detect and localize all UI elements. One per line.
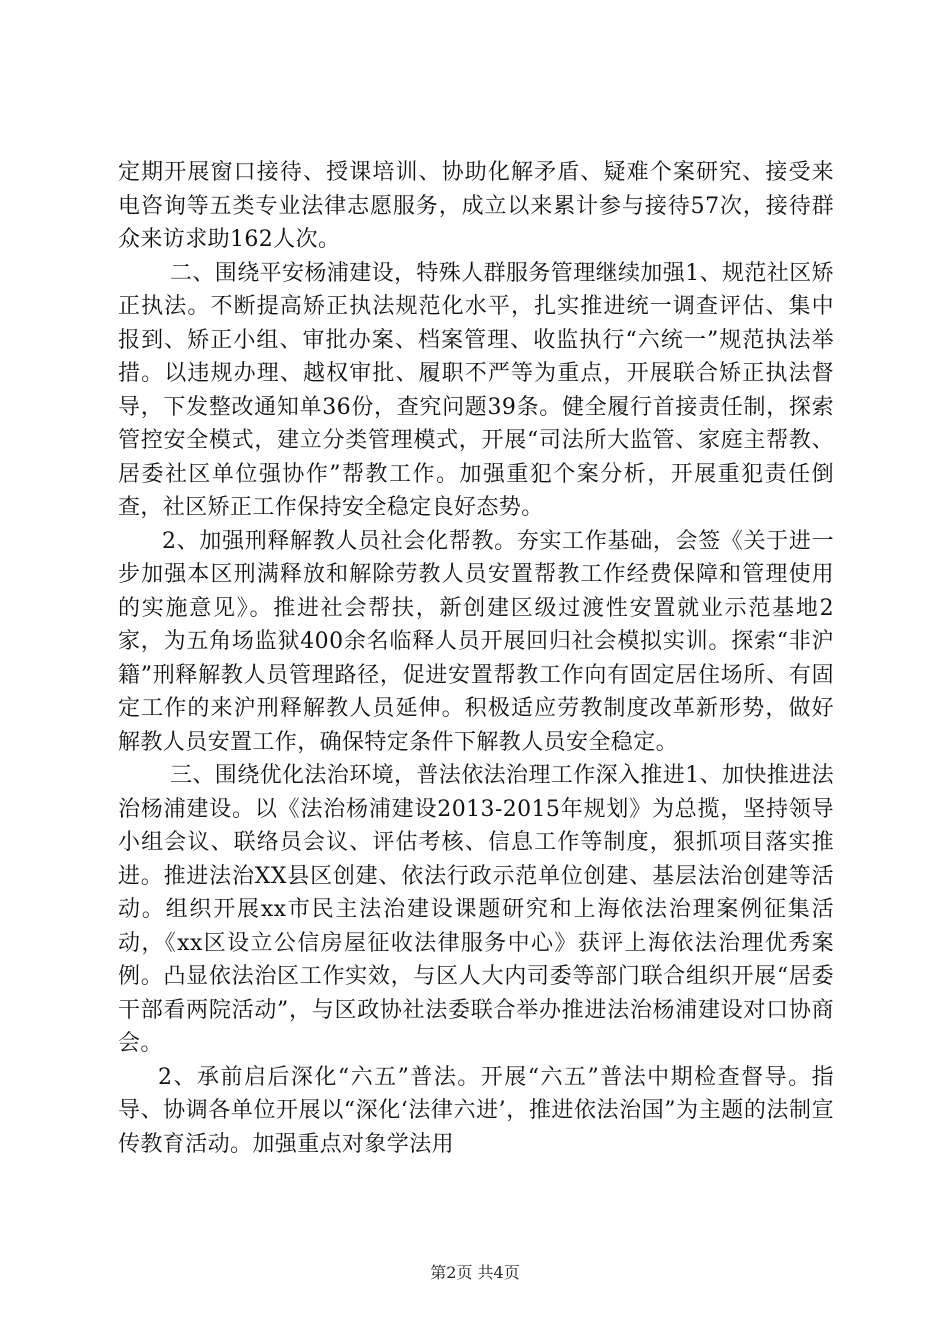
paragraph-released-prisoner-assistance: 2、加强刑释解教人员社会化帮教。夯实工作基础，会签《关于进一步加强本区刑满释放和解除劳教人员安置帮教工作经费保障和管理使用的实施意见》。推进社会帮扶，新创建区级过渡性安置就业示范基地2家，为五角场监狱400余名临释人员开展回归社会模拟实训。探索“非沪籍”刑释解教人员管理路径，促进安置帮教工作向有固定居住场所、有固定工作的来沪刑释解教人员延伸。积极适应劳教制度改革新形势，做好解教人员安置工作，确保特定条件下解教人员安全稳定。 — [118, 528, 834, 755]
paragraph-section-three-rule-of-law: 三、围绕优化法治环境，普法依法治理工作深入推进1、加快推进法治杨浦建设。以《法治杨浦建设2013-2015年规划》为总揽，坚持领导小组会议、联络员会议、评估考核、信息工作等制度，狠抓项目落实推进。推进法治XX县区创建、依法行政示范单位创建、基层法治创建等活动。组织开展xx市民主法治建设课题研究和上海依法治理案例征集活动，《xx区设立公信房屋征收法律服务中心》获评上海依法治理优秀案例。凸显依法治区工作实效，与区人大内司委等部门联合组织开展“居委干部看两院活动”，与区政协社法委联合举办推进法治杨浦建设对口协商会。 — [118, 763, 834, 1056]
document-body — [118, 156, 834, 1161]
paragraph-volunteer-services: 定期开展窗口接待、授课培训、协助化解矛盾、疑难个案研究、接受来电咨询等五类专业法律志愿服务，成立以来累计参与接待57次，接待群众来访求助162人次。 — [118, 160, 834, 252]
paragraph-legal-education: 2、承前启后深化“六五”普法。开展“六五”普法中期检查督导。指导、协调各单位开展以“深化‘法律六进’，推进依法治国”为主题的法制宣传教育活动。加强重点对象学法用 — [118, 1064, 834, 1157]
paragraph-section-two-corrections: 二、围绕平安杨浦建设，特殊人群服务管理继续加强1、规范社区矫正执法。不断提高矫正执法规范化水平，扎实推进统一调查评估、集中报到、矫正小组、审批办案、档案管理、收监执行“六统一”规范执法举措。以违规办理、越权审批、履职不严等为重点，开展联合矫正执法督导，下发整改通知单36份，查究问题39条。健全履行首接责任制，探索管控安全模式，建立分类管理模式，开展“司法所大监管、家庭主帮教、居委社区单位强协作”帮教工作。加强重犯个案分析，开展重犯责任倒查，社区矫正工作保持安全稳定良好态势。 — [118, 260, 834, 520]
page-number-footer: 第2页 共4页 — [430, 1263, 520, 1282]
